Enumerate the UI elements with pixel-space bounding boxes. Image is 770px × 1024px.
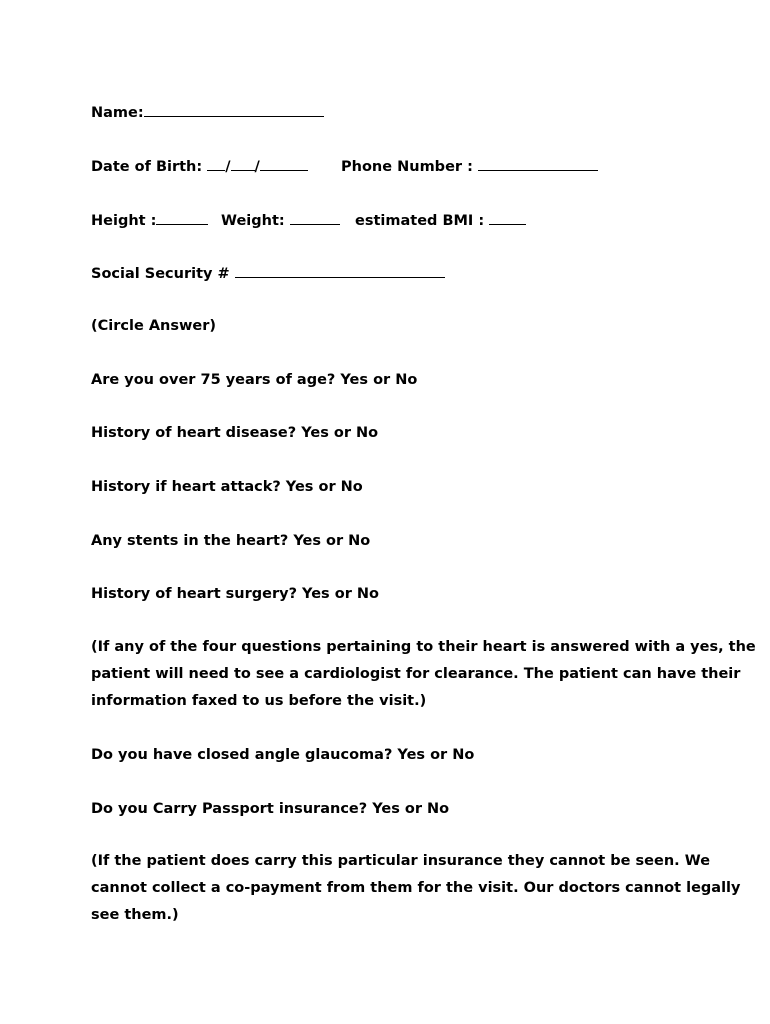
name-field[interactable] — [144, 102, 324, 117]
dob-row — [91, 156, 308, 176]
ssn-field[interactable] — [235, 263, 445, 278]
insurance-note-line: see them.) — [91, 907, 179, 923]
heart-note-line: patient will need to see a cardiologist for clearance. The patient can have their — [91, 666, 741, 682]
phone-label: Phone Number : — [341, 159, 478, 175]
weight-label: Weight: — [221, 213, 290, 229]
height-row — [91, 210, 208, 230]
bmi-field[interactable] — [489, 210, 526, 225]
question-heart-disease[interactable]: History of heart disease? Yes or No — [91, 425, 379, 441]
question-heart-attack[interactable]: History if heart attack? Yes or No — [91, 479, 363, 495]
dob-month-field[interactable] — [207, 156, 225, 171]
insurance-note — [91, 848, 741, 929]
heart-note-line: information faxed to us before the visit.) — [91, 693, 427, 709]
question-age[interactable]: Are you over 75 years of age? Yes or No — [91, 372, 418, 388]
insurance-note-line: cannot collect a co-payment from them for the visit. Our doctors cannot legally — [91, 880, 741, 896]
ssn-label: Social Security # — [91, 266, 235, 282]
bmi-row — [355, 210, 526, 230]
question-passport-insurance[interactable]: Do you Carry Passport insurance? Yes or No — [91, 801, 450, 817]
dob-year-field[interactable] — [260, 156, 308, 171]
dob-separator: / — [254, 159, 260, 175]
phone-field[interactable] — [478, 156, 598, 171]
height-label: Height : — [91, 213, 157, 229]
name-label: Name: — [91, 105, 144, 121]
dob-day-field[interactable] — [231, 156, 255, 171]
name-row — [91, 102, 324, 122]
weight-field[interactable] — [290, 210, 340, 225]
dob-label: Date of Birth: — [91, 159, 208, 175]
insurance-note-line: (If the patient does carry this particular insurance they cannot be seen. We — [91, 853, 711, 869]
weight-row — [221, 210, 340, 230]
question-heart-surgery[interactable]: History of heart surgery? Yes or No — [91, 586, 379, 602]
circle-answer-note: (Circle Answer) — [91, 318, 217, 334]
heart-note — [91, 634, 756, 715]
bmi-label: estimated BMI : — [355, 213, 490, 229]
height-field[interactable] — [156, 210, 208, 225]
question-glaucoma[interactable]: Do you have closed angle glaucoma? Yes or No — [91, 747, 475, 763]
question-stents[interactable]: Any stents in the heart? Yes or No — [91, 533, 371, 549]
phone-row — [341, 156, 598, 176]
heart-note-line: (If any of the four questions pertaining to their heart is answered with a yes, the — [91, 639, 756, 655]
ssn-row — [91, 263, 445, 283]
dob-separator: / — [225, 159, 231, 175]
